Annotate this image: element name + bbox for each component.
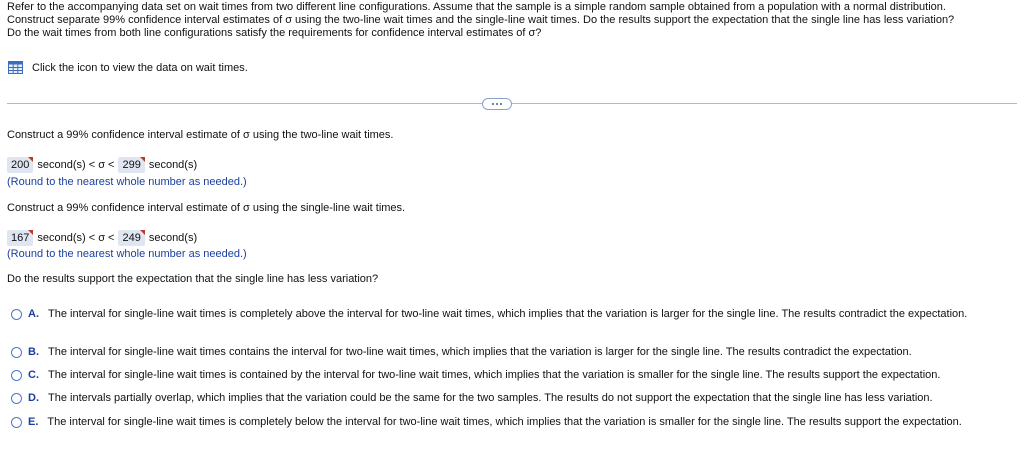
option-e-radio[interactable] [11,417,22,428]
option-a-radio[interactable] [11,309,22,320]
ellipsis-icon [492,103,494,105]
option-d-letter: D. [28,392,39,404]
q2-prompt: Construct a 99% confidence interval estimate of σ using the single-line wait times. [7,202,406,214]
ellipsis-dot [496,103,498,105]
intro-line-1: Refer to the accompanying data set on wait times from two different line configurations. Assume that the sample is a simple random sample obtained from a population with a normal distribution. [7,1,946,13]
problem-statement [7,1,1017,40]
q2-answer-row [7,230,197,246]
option-b-radio[interactable] [11,347,22,358]
intro-line-2: Construct separate 99% confidence interval estimates of σ using the two-line wait times and the single-line wait times. Do the results support the expectation that the single line has less variation? [7,14,955,26]
section-divider [7,103,1017,104]
option-b-text: The interval for single-line wait times contains the interval for two-line wait times, which implies that the variation is larger for the single line. The results contradict the expectation. [48,346,912,358]
option-c-letter: C. [28,369,39,381]
q2-lower-answer[interactable]: 167 [7,230,33,246]
q1-rounding-note: (Round to the nearest whole number as needed.) [7,176,247,188]
option-e[interactable] [11,416,962,428]
q1-upper-answer[interactable]: 299 [118,157,144,173]
ellipsis-dot [500,103,502,105]
option-d[interactable] [11,392,933,404]
q1-answer-row [7,157,197,173]
option-c[interactable] [11,369,940,381]
option-b-letter: B. [28,346,39,358]
q1-upper-unit: second(s) [148,159,198,171]
option-d-text: The intervals partially overlap, which implies that the variation could be the same for the two samples. The results do not support the expectation that the single line has less variation. [48,392,933,404]
q1-lower-answer[interactable]: 200 [7,157,33,173]
q2-upper-answer[interactable]: 249 [118,230,144,246]
data-table-icon[interactable] [8,61,23,74]
option-c-radio[interactable] [11,370,22,381]
option-a-text: The interval for single-line wait times is completely above the interval for two-line wait times, which implies that the variation is larger for the single line. The results contradict the expectation. [48,308,968,320]
q2-upper-unit: second(s) [148,232,198,244]
option-a-letter: A. [28,308,39,320]
option-b[interactable] [11,346,912,358]
expand-more-button[interactable] [482,98,512,110]
q1-lower-unit: second(s) < σ < [37,159,115,171]
intro-line-3: Do the wait times from both line configurations satisfy the requirements for confidence interval estimates of σ? [7,27,542,39]
view-data-label[interactable]: Click the icon to view the data on wait times. [32,61,248,74]
option-a[interactable] [11,308,967,320]
option-d-radio[interactable] [11,393,22,404]
option-e-text: The interval for single-line wait times is completely below the interval for two-line wait times, which implies that the variation is smaller for the single line. The results support the expectation. [47,416,962,428]
option-c-text: The interval for single-line wait times is contained by the interval for two-line wait times, which implies that the variation is smaller for the single line. The results support the expectation. [48,369,941,381]
q3-prompt: Do the results support the expectation that the single line has less variation? [7,273,379,285]
q2-lower-unit: second(s) < σ < [37,232,115,244]
view-data-link[interactable] [8,61,248,74]
q1-prompt: Construct a 99% confidence interval estimate of σ using the two-line wait times. [7,129,394,141]
option-e-letter: E. [28,416,39,428]
q2-rounding-note: (Round to the nearest whole number as needed.) [7,248,247,260]
